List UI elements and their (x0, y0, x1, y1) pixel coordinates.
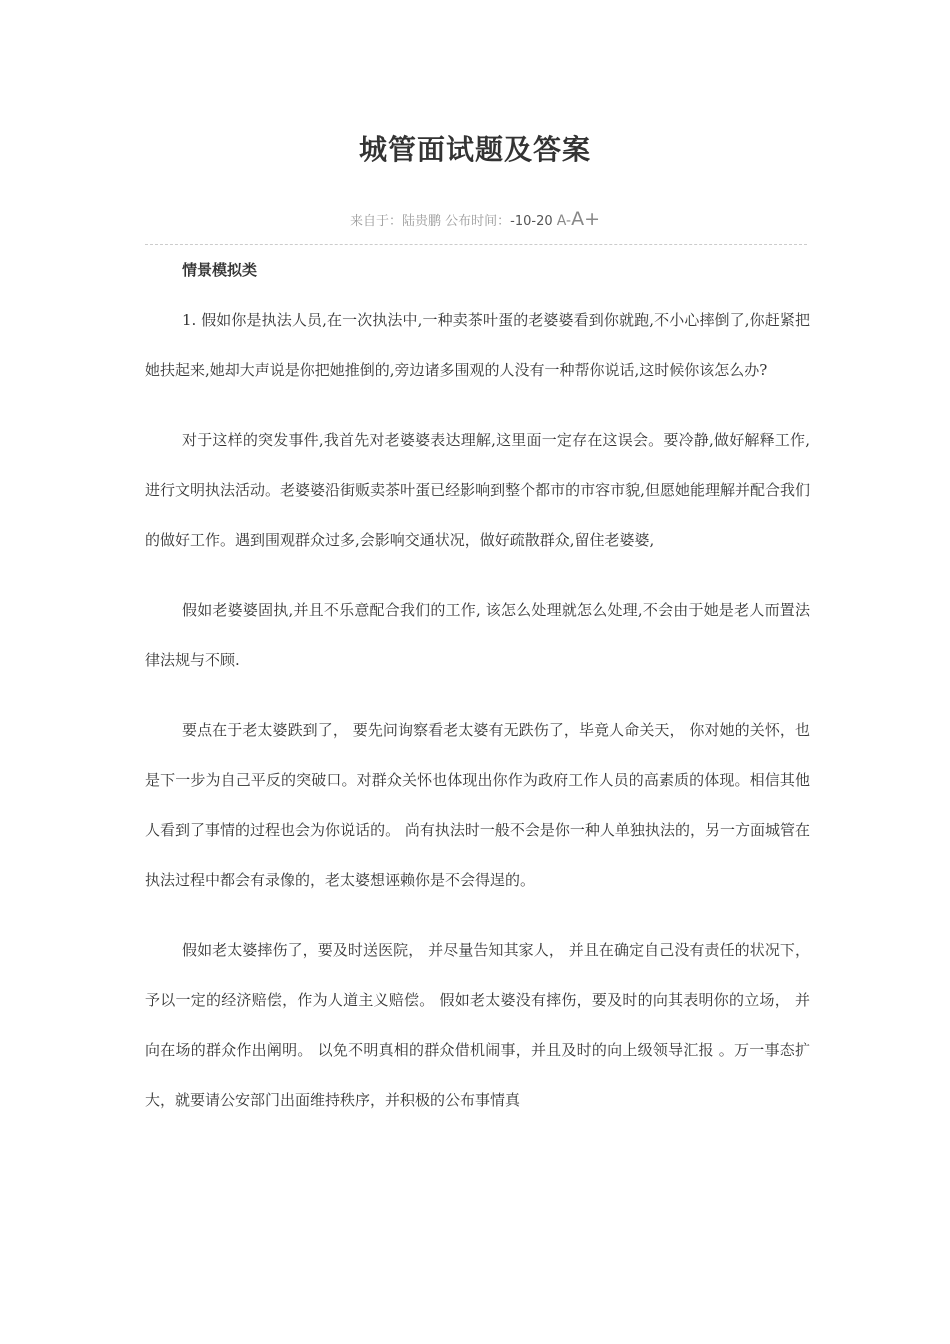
source-label: 来自于： (349, 214, 402, 229)
paragraph: 对于这样的突发事件,我首先对老婆婆表达理解,这里面一定存在这误会。要冷静,做好解释工作,进行文明执法活动。老婆婆沿街贩卖茶叶蛋已经影响到整个都市的市容市貌,但愿她能理解并配合我们的做好工作。遇到围观群众过多,会影响交通状况，做好疏散群众,留住老婆婆, (145, 431, 810, 549)
paragraph-question: 1. 假如你是执法人员,在一次执法中,一种卖茶叶蛋的老婆婆看到你就跑,不小心摔倒了,你赶紧把她扶起来,她却大声说是你把她推倒的,旁边诸多围观的人没有一种帮你说话,这时候你该怎么办? (145, 311, 810, 379)
section-heading: 情景模拟类 (182, 261, 258, 279)
paragraph: 假如老太婆摔伤了，要及时送医院， 并尽量告知其家人， 并且在确定自己没有责任的状况下，予以一定的经济赔偿，作为人道主义赔偿。 假如老太婆没有摔伤，要及时的向其表明你的立场， 并向在场的群众作出阐明。 以免不明真相的群众借机闹事，并且及时的向上级领导汇报 。万一事态扩大，就要请公安部门出面维持秩序，并积极的公布事情真 (145, 941, 810, 1109)
meta-divider (145, 244, 807, 245)
publish-time-label: 公布时间： (445, 214, 511, 229)
paragraph: 假如老婆婆固执,并且不乐意配合我们的工作, 该怎么处理就怎么处理,不会由于她是老人而置法律法规与不顾. (145, 601, 810, 669)
paragraph: 要点在于老太婆跌到了， 要先问询察看老太婆有无跌伤了，毕竟人命关天， 你对她的关怀，也是下一步为自己平反的突破口。对群众关怀也体现出你作为政府工作人员的高素质的体现。相信其他人看到了事情的过程也会为你说话的。 尚有执法时一般不会是你一种人单独执法的，另一方面城管在执法过程中都会有录像的，老太婆想诬赖你是不会得逞的。 (145, 721, 810, 889)
publish-date: -10-20 (510, 214, 553, 229)
font-increase-button[interactable]: A+ (571, 208, 601, 230)
article-body (145, 255, 810, 1125)
author-name: 陆贵鹏 (401, 214, 441, 229)
font-decrease-button[interactable]: A- (556, 213, 572, 229)
article-meta (0, 208, 950, 230)
article-title: 城管面试题及答案 (358, 133, 591, 166)
